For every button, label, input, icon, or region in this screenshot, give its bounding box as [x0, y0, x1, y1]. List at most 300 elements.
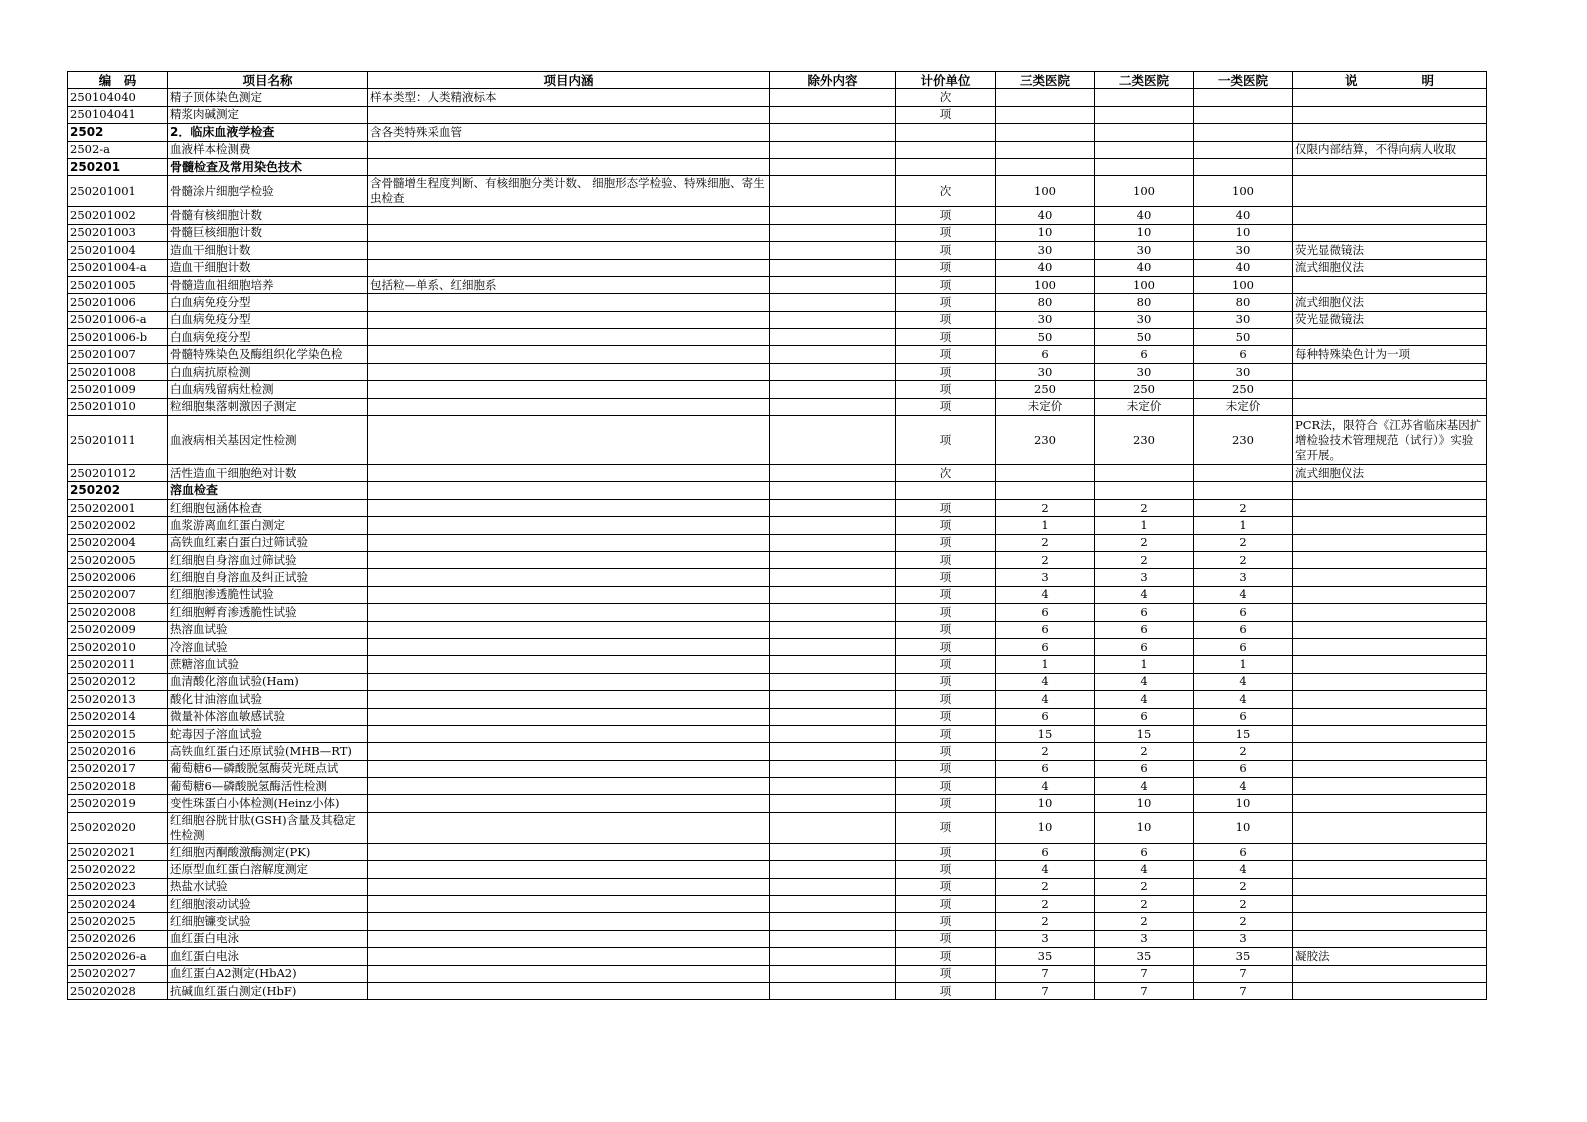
- cell-name: 葡萄糖6—磷酸脱氢酶活性检测: [168, 778, 368, 795]
- col-header-exclude: 除外内容: [770, 72, 896, 89]
- cell-unit: 项: [896, 812, 996, 843]
- cell-h1: 230: [1194, 416, 1293, 465]
- table-row: [68, 534, 1487, 551]
- cell-content: [368, 861, 770, 878]
- cell-h2: 4: [1095, 778, 1194, 795]
- cell-exclude: [770, 861, 896, 878]
- cell-h2: 4: [1095, 691, 1194, 708]
- cell-h1: 未定价: [1194, 398, 1293, 415]
- cell-h3: 230: [996, 416, 1095, 465]
- cell-name: 红细胞渗透脆性试验: [168, 586, 368, 603]
- cell-exclude: [770, 812, 896, 843]
- cell-h1: 6: [1194, 604, 1293, 621]
- cell-exclude: [770, 930, 896, 947]
- table-row: [68, 913, 1487, 930]
- cell-exclude: [770, 416, 896, 465]
- table-row: [68, 861, 1487, 878]
- cell-note: [1293, 743, 1487, 760]
- cell-code: 2502: [68, 124, 168, 141]
- header-row: [68, 72, 1487, 89]
- table-row: [68, 398, 1487, 415]
- cell-h3: 250: [996, 381, 1095, 398]
- cell-exclude: [770, 106, 896, 123]
- cell-content: [368, 948, 770, 965]
- cell-note: 流式细胞仪法: [1293, 259, 1487, 276]
- cell-h1: 100: [1194, 276, 1293, 293]
- cell-h1: 30: [1194, 363, 1293, 380]
- cell-h1: 6: [1194, 843, 1293, 860]
- cell-name: 酸化甘油溶血试验: [168, 691, 368, 708]
- cell-exclude: [770, 517, 896, 534]
- cell-unit: 项: [896, 896, 996, 913]
- cell-h2: 2: [1095, 896, 1194, 913]
- cell-exclude: [770, 778, 896, 795]
- table-row: [68, 878, 1487, 895]
- cell-note: [1293, 760, 1487, 777]
- cell-note: 凝胶法: [1293, 948, 1487, 965]
- cell-unit: 项: [896, 224, 996, 241]
- cell-exclude: [770, 760, 896, 777]
- cell-unit: 项: [896, 551, 996, 568]
- table-row: [68, 346, 1487, 363]
- cell-exclude: [770, 878, 896, 895]
- cell-h1: 40: [1194, 259, 1293, 276]
- cell-content: [368, 482, 770, 499]
- cell-h3: 2: [996, 896, 1095, 913]
- cell-exclude: [770, 621, 896, 638]
- cell-content: [368, 534, 770, 551]
- cell-h3: [996, 465, 1095, 482]
- cell-h2: 2: [1095, 913, 1194, 930]
- cell-h1: 4: [1194, 673, 1293, 690]
- cell-unit: 项: [896, 778, 996, 795]
- cell-h1: 50: [1194, 329, 1293, 346]
- cell-name: 骨髓特殊染色及酶组织化学染色检: [168, 346, 368, 363]
- cell-content: [368, 259, 770, 276]
- cell-h2: 6: [1095, 843, 1194, 860]
- cell-h3: 35: [996, 948, 1095, 965]
- cell-exclude: [770, 224, 896, 241]
- cell-unit: [896, 141, 996, 158]
- table-row: [68, 743, 1487, 760]
- cell-content: [368, 346, 770, 363]
- cell-name: 红细胞镰变试验: [168, 913, 368, 930]
- cell-h2: 100: [1095, 176, 1194, 207]
- cell-content: [368, 760, 770, 777]
- cell-content: [368, 416, 770, 465]
- cell-h2: 30: [1095, 363, 1194, 380]
- cell-h1: 6: [1194, 760, 1293, 777]
- cell-h2: 2: [1095, 878, 1194, 895]
- cell-name: 红细胞谷胱甘肽(GSH)含量及其稳定性检测: [168, 812, 368, 843]
- table-row: [68, 124, 1487, 141]
- cell-name: 白血病免疫分型: [168, 311, 368, 328]
- cell-content: 包括粒—单系、红细胞系: [368, 276, 770, 293]
- table-row: [68, 551, 1487, 568]
- cell-h2: 未定价: [1095, 398, 1194, 415]
- cell-h1: 6: [1194, 346, 1293, 363]
- cell-h3: [996, 482, 1095, 499]
- cell-h3: [996, 106, 1095, 123]
- cell-note: [1293, 604, 1487, 621]
- cell-h2: 250: [1095, 381, 1194, 398]
- cell-unit: 项: [896, 760, 996, 777]
- cell-name: 血清酸化溶血试验(Ham): [168, 673, 368, 690]
- cell-note: [1293, 708, 1487, 725]
- cell-content: [368, 896, 770, 913]
- cell-h2: [1095, 158, 1194, 175]
- cell-content: [368, 621, 770, 638]
- cell-name: 葡萄糖6—磷酸脱氢酶荧光斑点试: [168, 760, 368, 777]
- cell-h3: 15: [996, 725, 1095, 742]
- cell-h3: 4: [996, 861, 1095, 878]
- cell-name: 红细胞包涵体检查: [168, 499, 368, 516]
- cell-h3: 7: [996, 982, 1095, 999]
- table-row: [68, 569, 1487, 586]
- cell-unit: 项: [896, 294, 996, 311]
- cell-h2: 35: [1095, 948, 1194, 965]
- cell-exclude: [770, 656, 896, 673]
- cell-code: 250202001: [68, 499, 168, 516]
- cell-note: 每种特殊染色计为一项: [1293, 346, 1487, 363]
- cell-exclude: [770, 638, 896, 655]
- cell-unit: [896, 124, 996, 141]
- cell-h1: 4: [1194, 586, 1293, 603]
- cell-code: 250104040: [68, 89, 168, 106]
- cell-content: [368, 224, 770, 241]
- col-header-note: [1293, 72, 1487, 89]
- cell-h1: 40: [1194, 207, 1293, 224]
- cell-h1: 6: [1194, 708, 1293, 725]
- cell-name: 高铁血红蛋白还原试验(MHB—RT): [168, 743, 368, 760]
- table-row: [68, 517, 1487, 534]
- cell-code: 250201006: [68, 294, 168, 311]
- cell-note: 仅限内部结算，不得向病人收取: [1293, 141, 1487, 158]
- table-row: [68, 465, 1487, 482]
- cell-name: 蔗糖溶血试验: [168, 656, 368, 673]
- cell-content: [368, 586, 770, 603]
- cell-exclude: [770, 158, 896, 175]
- cell-h3: 6: [996, 604, 1095, 621]
- cell-name: 造血干细胞计数: [168, 242, 368, 259]
- cell-code: 250202008: [68, 604, 168, 621]
- cell-code: 250202017: [68, 760, 168, 777]
- cell-content: 含骨髓增生程度判断、有核细胞分类计数、 细胞形态学检验、特殊细胞、寄生虫检查: [368, 176, 770, 207]
- cell-note: [1293, 551, 1487, 568]
- cell-content: [368, 691, 770, 708]
- cell-content: [368, 398, 770, 415]
- cell-content: [368, 725, 770, 742]
- cell-content: [368, 673, 770, 690]
- table-row: [68, 294, 1487, 311]
- cell-note: [1293, 812, 1487, 843]
- cell-name: 微量补体溶血敏感试验: [168, 708, 368, 725]
- cell-content: [368, 638, 770, 655]
- cell-h2: [1095, 465, 1194, 482]
- cell-note: 荧光显微镜法: [1293, 242, 1487, 259]
- cell-exclude: [770, 259, 896, 276]
- cell-content: [368, 604, 770, 621]
- cell-h2: 15: [1095, 725, 1194, 742]
- cell-code: 250104041: [68, 106, 168, 123]
- cell-name: 红细胞自身溶血及纠正试验: [168, 569, 368, 586]
- cell-h1: 15: [1194, 725, 1293, 742]
- cell-exclude: [770, 551, 896, 568]
- table-row: [68, 638, 1487, 655]
- cell-unit: 项: [896, 743, 996, 760]
- cell-content: [368, 207, 770, 224]
- cell-h3: 未定价: [996, 398, 1095, 415]
- cell-h2: 50: [1095, 329, 1194, 346]
- cell-code: 250202004: [68, 534, 168, 551]
- cell-code: 250202019: [68, 795, 168, 812]
- cell-name: 血浆游离血红蛋白测定: [168, 517, 368, 534]
- cell-exclude: [770, 465, 896, 482]
- cell-unit: 项: [896, 329, 996, 346]
- cell-content: [368, 551, 770, 568]
- cell-h2: 6: [1095, 346, 1194, 363]
- cell-note: [1293, 982, 1487, 999]
- table-row: [68, 363, 1487, 380]
- cell-name: 溶血检查: [168, 482, 368, 499]
- cell-unit: 项: [896, 586, 996, 603]
- cell-h2: [1095, 89, 1194, 106]
- cell-content: [368, 778, 770, 795]
- cell-unit: 项: [896, 106, 996, 123]
- cell-unit: 项: [896, 843, 996, 860]
- col-header-class3: 三类医院: [996, 72, 1095, 89]
- cell-note: [1293, 795, 1487, 812]
- cell-h3: 6: [996, 638, 1095, 655]
- cell-name: 精子顶体染色测定: [168, 89, 368, 106]
- cell-code: 250202010: [68, 638, 168, 655]
- cell-content: [368, 965, 770, 982]
- cell-h3: 6: [996, 346, 1095, 363]
- cell-exclude: [770, 329, 896, 346]
- cell-h3: 80: [996, 294, 1095, 311]
- cell-name: 血液病相关基因定性检测: [168, 416, 368, 465]
- cell-content: [368, 311, 770, 328]
- cell-name: 骨髓造血祖细胞培养: [168, 276, 368, 293]
- cell-h1: 2: [1194, 551, 1293, 568]
- cell-h3: 10: [996, 795, 1095, 812]
- cell-unit: 项: [896, 259, 996, 276]
- table-row: [68, 604, 1487, 621]
- cell-code: 250202025: [68, 913, 168, 930]
- cell-unit: 项: [896, 311, 996, 328]
- cell-h3: 3: [996, 569, 1095, 586]
- cell-content: [368, 106, 770, 123]
- cell-code: 250202026-a: [68, 948, 168, 965]
- cell-exclude: [770, 725, 896, 742]
- cell-h3: 1: [996, 517, 1095, 534]
- cell-name: 粒细胞集落刺激因子测定: [168, 398, 368, 415]
- cell-h3: 100: [996, 176, 1095, 207]
- cell-name: 2．临床血液学检查: [168, 124, 368, 141]
- cell-name: 血红蛋白电泳: [168, 948, 368, 965]
- cell-h1: 10: [1194, 224, 1293, 241]
- cell-h1: 10: [1194, 795, 1293, 812]
- table-row: [68, 499, 1487, 516]
- cell-h3: 2: [996, 878, 1095, 895]
- cell-h2: 3: [1095, 569, 1194, 586]
- cell-h1: [1194, 465, 1293, 482]
- col-header-name: 项目名称: [168, 72, 368, 89]
- cell-code: 250201005: [68, 276, 168, 293]
- table-row: [68, 158, 1487, 175]
- cell-h3: 2: [996, 534, 1095, 551]
- cell-h2: 1: [1095, 517, 1194, 534]
- cell-note: [1293, 224, 1487, 241]
- cell-note: 流式细胞仪法: [1293, 465, 1487, 482]
- cell-name: 抗碱血红蛋白测定(HbF): [168, 982, 368, 999]
- cell-h2: 7: [1095, 982, 1194, 999]
- cell-code: 250202002: [68, 517, 168, 534]
- col-header-class2: 二类医院: [1095, 72, 1194, 89]
- cell-unit: 项: [896, 656, 996, 673]
- cell-h2: 4: [1095, 861, 1194, 878]
- cell-h3: 50: [996, 329, 1095, 346]
- table-row: [68, 656, 1487, 673]
- cell-h2: 2: [1095, 551, 1194, 568]
- table-row: [68, 965, 1487, 982]
- cell-name: 高铁血红素白蛋白过筛试验: [168, 534, 368, 551]
- cell-h3: 10: [996, 224, 1095, 241]
- cell-note: [1293, 276, 1487, 293]
- cell-code: 250202024: [68, 896, 168, 913]
- cell-code: 250202007: [68, 586, 168, 603]
- cell-content: [368, 294, 770, 311]
- cell-note: 流式细胞仪法: [1293, 294, 1487, 311]
- cell-name: 活性造血干细胞绝对计数: [168, 465, 368, 482]
- cell-unit: 项: [896, 673, 996, 690]
- cell-h1: 2: [1194, 913, 1293, 930]
- cell-code: 250201006-b: [68, 329, 168, 346]
- cell-exclude: [770, 691, 896, 708]
- cell-name: 白血病抗原检测: [168, 363, 368, 380]
- cell-h1: 2: [1194, 499, 1293, 516]
- cell-content: [368, 329, 770, 346]
- cell-h3: [996, 158, 1095, 175]
- cell-unit: 次: [896, 89, 996, 106]
- cell-h2: 6: [1095, 760, 1194, 777]
- cell-h2: 6: [1095, 621, 1194, 638]
- cell-name: 造血干细胞计数: [168, 259, 368, 276]
- cell-note: [1293, 930, 1487, 947]
- cell-exclude: [770, 141, 896, 158]
- cell-unit: 项: [896, 930, 996, 947]
- cell-note: [1293, 106, 1487, 123]
- cell-h1: 6: [1194, 621, 1293, 638]
- cell-exclude: [770, 398, 896, 415]
- cell-h1: 30: [1194, 242, 1293, 259]
- cell-code: 250202014: [68, 708, 168, 725]
- cell-name: 骨髓涂片细胞学检验: [168, 176, 368, 207]
- cell-code: 250201: [68, 158, 168, 175]
- cell-content: [368, 743, 770, 760]
- cell-code: 250202023: [68, 878, 168, 895]
- cell-h2: 6: [1095, 708, 1194, 725]
- cell-unit: 次: [896, 465, 996, 482]
- cell-h1: [1194, 141, 1293, 158]
- cell-h2: 2: [1095, 743, 1194, 760]
- cell-h3: 6: [996, 843, 1095, 860]
- price-table: [67, 71, 1487, 1000]
- col-header-class1: 一类医院: [1194, 72, 1293, 89]
- cell-code: 250201003: [68, 224, 168, 241]
- table-row: [68, 276, 1487, 293]
- cell-exclude: [770, 89, 896, 106]
- cell-unit: 项: [896, 621, 996, 638]
- table-row: [68, 982, 1487, 999]
- cell-name: 红细胞自身溶血过筛试验: [168, 551, 368, 568]
- cell-h3: 2: [996, 743, 1095, 760]
- cell-exclude: [770, 534, 896, 551]
- cell-code: 250202005: [68, 551, 168, 568]
- cell-content: [368, 569, 770, 586]
- cell-exclude: [770, 795, 896, 812]
- cell-unit: 项: [896, 346, 996, 363]
- cell-h2: 2: [1095, 499, 1194, 516]
- cell-h2: 40: [1095, 259, 1194, 276]
- cell-unit: 项: [896, 604, 996, 621]
- cell-unit: [896, 158, 996, 175]
- cell-h1: 2: [1194, 878, 1293, 895]
- cell-h3: 30: [996, 311, 1095, 328]
- cell-h1: 6: [1194, 638, 1293, 655]
- cell-content: [368, 982, 770, 999]
- table-row: [68, 242, 1487, 259]
- cell-unit: 次: [896, 176, 996, 207]
- cell-name: 红细胞孵育渗透脆性试验: [168, 604, 368, 621]
- cell-code: 250202027: [68, 965, 168, 982]
- cell-code: 250201012: [68, 465, 168, 482]
- table-row: [68, 812, 1487, 843]
- cell-code: 250202018: [68, 778, 168, 795]
- cell-note: 荧光显微镜法: [1293, 311, 1487, 328]
- cell-h1: 35: [1194, 948, 1293, 965]
- cell-code: 250202011: [68, 656, 168, 673]
- cell-h3: 4: [996, 586, 1095, 603]
- cell-unit: 项: [896, 242, 996, 259]
- cell-code: 250201004: [68, 242, 168, 259]
- cell-content: [368, 708, 770, 725]
- cell-h3: 1: [996, 656, 1095, 673]
- cell-note: [1293, 89, 1487, 106]
- table-row: [68, 930, 1487, 947]
- cell-exclude: [770, 586, 896, 603]
- cell-note: [1293, 363, 1487, 380]
- cell-exclude: [770, 673, 896, 690]
- cell-name: 变性珠蛋白小体检测(Heinz小体): [168, 795, 368, 812]
- cell-h2: 30: [1095, 242, 1194, 259]
- cell-note: [1293, 778, 1487, 795]
- cell-exclude: [770, 482, 896, 499]
- cell-code: 2502-a: [68, 141, 168, 158]
- cell-h2: 6: [1095, 638, 1194, 655]
- cell-exclude: [770, 708, 896, 725]
- table-row: [68, 207, 1487, 224]
- cell-h1: [1194, 106, 1293, 123]
- cell-h1: 3: [1194, 569, 1293, 586]
- cell-code: 250202022: [68, 861, 168, 878]
- table-row: [68, 725, 1487, 742]
- cell-note: [1293, 381, 1487, 398]
- cell-h3: [996, 124, 1095, 141]
- table-row: [68, 329, 1487, 346]
- cell-exclude: [770, 176, 896, 207]
- cell-unit: [896, 482, 996, 499]
